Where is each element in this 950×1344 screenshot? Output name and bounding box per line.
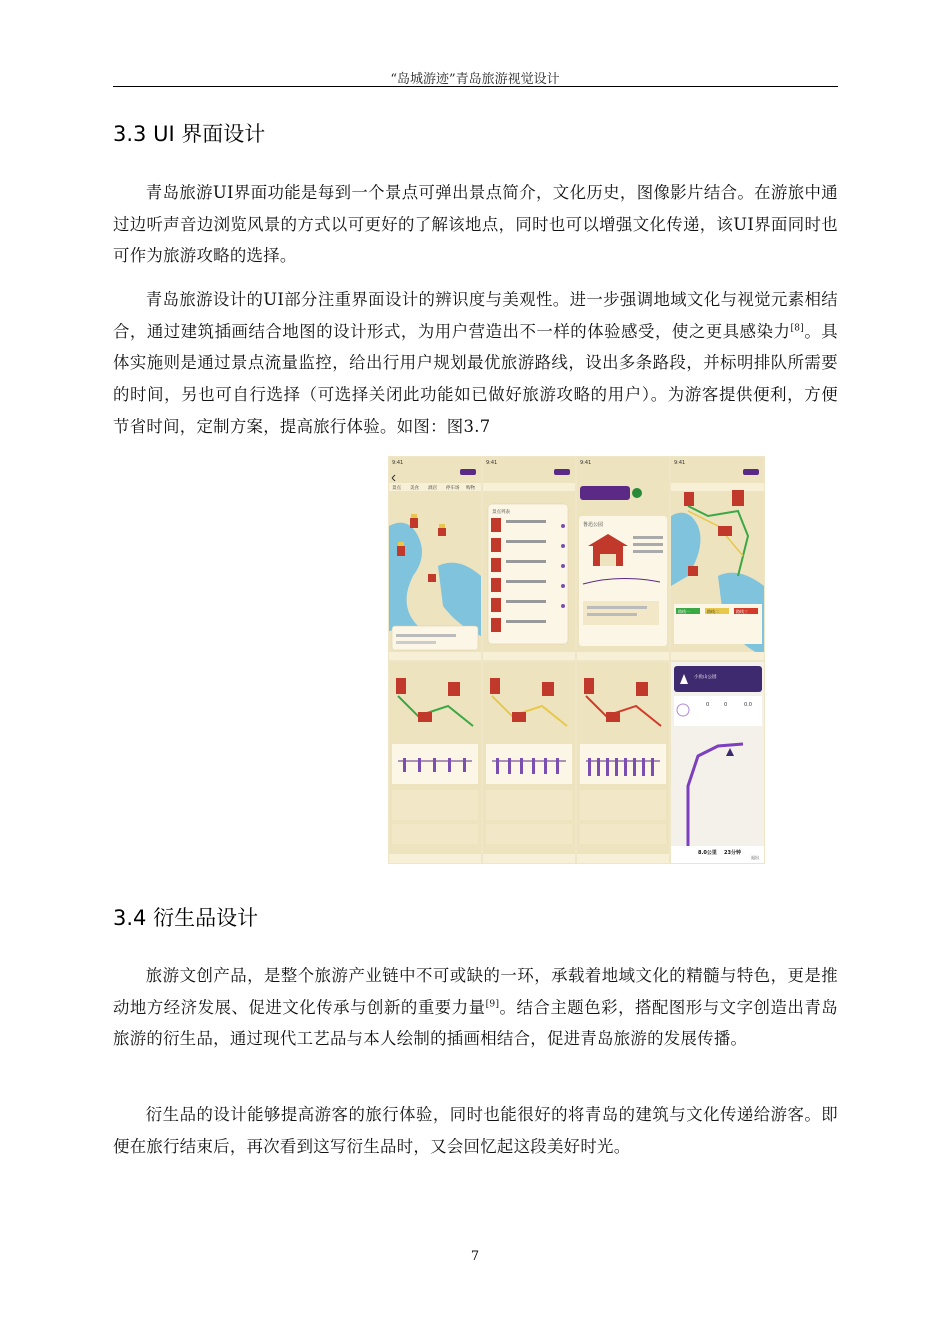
route-label-3: 路线三 — [736, 609, 748, 614]
header-rule — [113, 86, 838, 87]
screen-route-detail-c — [577, 662, 669, 863]
screen-spot-list — [483, 457, 575, 660]
citation-9: [9] — [485, 999, 500, 1010]
nav-exit: 退出 — [751, 855, 759, 860]
section-heading-3-4: 3.4 衍生品设计 — [113, 906, 259, 930]
stat-0: 0 — [706, 702, 710, 708]
tab-label-3: 停车场 — [446, 486, 460, 491]
tab-label-4: 购物 — [466, 486, 475, 491]
paragraph-ui-design — [113, 284, 838, 443]
section-heading-3-3: 3.3 UI 界面设计 — [113, 122, 266, 146]
screen-navigation — [671, 662, 764, 863]
paragraph-ui-intro: 青岛旅游UI界面功能是每到一个景点可弹出景点简介，文化历史，图像影片结合。在游旅中通过边听声音边浏览风景的方式以可更好的了解该地点，同时也可以增强文化传递，该UI界面同时也可作为旅游攻略的选择。 — [113, 183, 838, 266]
tab-label-0: 景点 — [392, 486, 401, 491]
detail-title: 鲁迅公园 — [583, 522, 604, 528]
paragraph-derivative-design: 衍生品的设计能够提高游客的旅行体验，同时也能很好的将青岛的建筑与文化传递给游客。即便在旅行结束后，再次看到这写衍生品时，又会回忆起这段美好时光。 — [113, 1105, 838, 1156]
p2-text-b: 。具体实施则是通过景点流量监控，给出行用户规划最优旅游路线，设出多条路段，并标明排队所需要的时间，另也可自行选择（可选择关闭此功能如已做好旅游攻略的用户）。为游客提供便利，方便节省时间，定制方案，提高旅行体验。如图：图3.7 — [113, 321, 838, 436]
screen-route-detail-a — [389, 662, 481, 863]
nav-place: 小鱼山公园 — [694, 675, 717, 680]
nav-time: 23分钟 — [724, 850, 741, 856]
citation-8: [8] — [790, 323, 805, 334]
running-header: “岛城游迹”青岛旅游视觉设计 — [390, 72, 560, 87]
stat-1: 0 — [724, 702, 728, 708]
paragraph-derivative-intro — [113, 960, 838, 1055]
p3-text-a: 旅游文创产品，是整个旅游产业链中不可或缺的一环，承载着地域文化的精髓与特色，更是推动地方经济发展、促进文化传承与创新的重要力量 — [113, 966, 838, 1017]
svg-text:9:41: 9:41 — [580, 460, 592, 466]
screen-route-detail-b — [483, 662, 575, 863]
route-label-2: 路线二 — [707, 609, 719, 614]
screen-map-spots — [389, 457, 481, 660]
screen-route-options — [671, 457, 764, 660]
svg-text:9:41: 9:41 — [674, 460, 686, 466]
screen-spot-detail — [577, 457, 669, 660]
page-number: 7 — [470, 1249, 480, 1264]
list-title: 景点列表 — [492, 510, 510, 515]
svg-text:9:41: 9:41 — [392, 460, 404, 466]
p3-text-b: 。结合主题色彩，搭配图形与文字创造出青岛旅游的衍生品，通过现代工艺品与本人绘制的插画相结合，促进青岛旅游的发展传播。 — [113, 997, 838, 1049]
route-label-1: 路线一 — [678, 609, 690, 614]
figure-3-7-ui-screens — [388, 456, 765, 864]
stat-2: 0.0 — [744, 702, 752, 708]
nav-distance: 8.0公里 — [698, 850, 717, 856]
svg-text:9:41: 9:41 — [486, 460, 498, 466]
p2-text-a: 青岛旅游设计的UI部分注重界面设计的辨识度与美观性。进一步强调地域文化与视觉元素相结合，通过建筑插画结合地图的设计形式，为用户营造出不一样的体验感受，使之更具感染力 — [113, 290, 838, 341]
tab-label-2: 酒店 — [428, 486, 437, 491]
tab-label-1: 美食 — [410, 486, 419, 491]
